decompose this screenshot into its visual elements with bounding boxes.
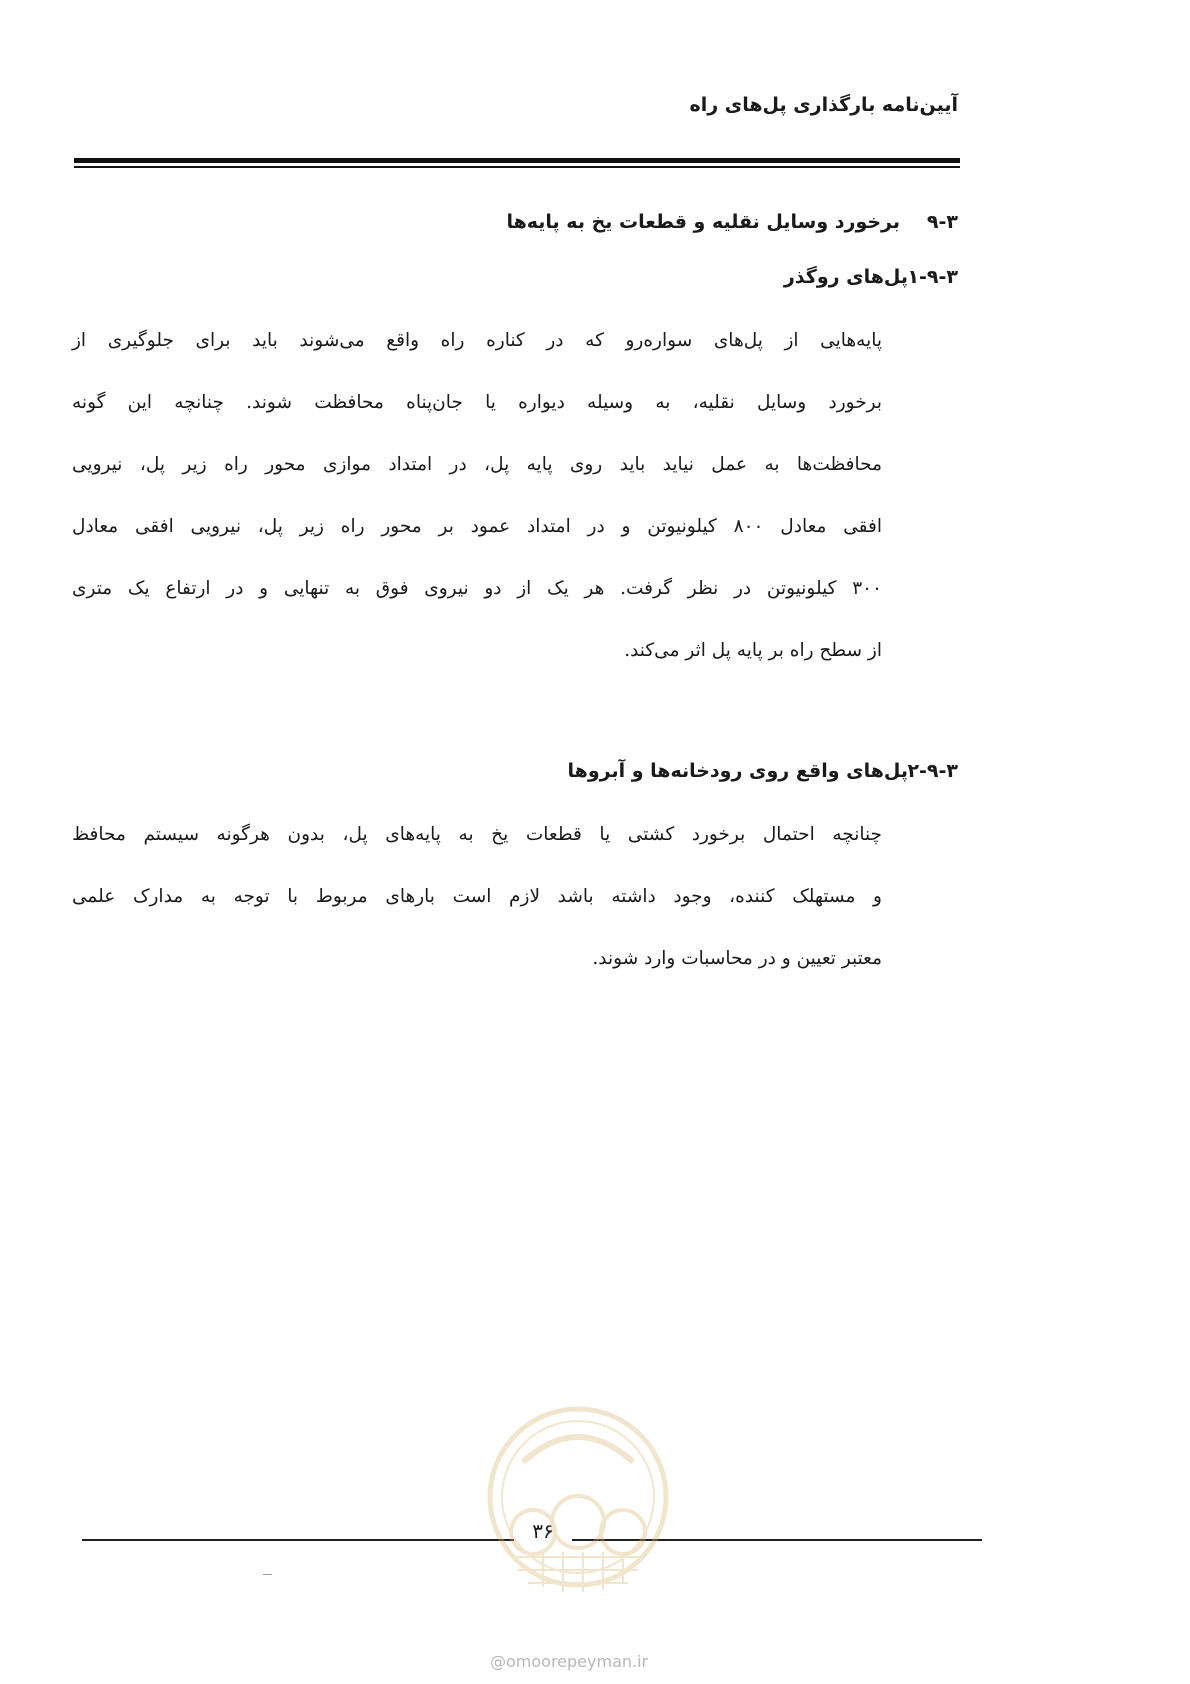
section-number: ۹-۳ <box>926 211 958 233</box>
paragraph-line: معتبر تعیین و در محاسبات وارد شوند. <box>592 948 882 969</box>
header-rule-thin <box>74 166 960 168</box>
paragraph-line: برخورد وسایل نقلیه، به وسیله دیواره یا جان‌پناه محافظت شوند. چنانچه این گونه <box>72 392 882 413</box>
subsection-heading-2 <box>568 760 958 782</box>
paragraph-line: پایه‌هایی از پل‌های سواره‌رو که در کناره راه واقع می‌شوند باید برای جلوگیری از <box>72 330 882 351</box>
scan-mark <box>263 1574 272 1575</box>
section-heading <box>506 211 958 233</box>
subsection-number-1: ۱-۹-۳ <box>907 266 958 288</box>
subsection-title-2: پل‌های واقع روی رودخانه‌ها و آبروها <box>567 760 908 782</box>
header-rule <box>74 158 960 163</box>
subsection-number-2: ۲-۹-۳ <box>907 760 958 782</box>
paragraph-line: افقی معادل ۸۰۰ کیلونیوتن و در امتداد عمود بر محور راه زیر پل، نیرویی افقی معادل <box>72 516 882 537</box>
subsection-1-paragraph <box>72 310 882 682</box>
watermark-url: @omoorepeyman.ir <box>490 1652 649 1671</box>
paragraph-line: محافظت‌ها به عمل نیاید باید روی پایه پل، در امتداد موازی محور راه زیر پل، نیرویی <box>72 454 882 475</box>
running-header-title: آیین‌نامه بارگذاری پل‌های راه <box>689 94 958 116</box>
paragraph-line: چنانچه احتمال برخورد کشتی یا قطعات یخ به پایه‌های پل، بدون هرگونه سیستم محافظ <box>72 824 882 845</box>
page-number: ۳۶ <box>532 1519 554 1543</box>
subsection-heading-1 <box>784 266 958 288</box>
paragraph-line: ۳۰۰ کیلونیوتن در نظر گرفت. هر یک از دو نیروی فوق به تنهایی و در ارتفاع یک متری <box>72 578 882 599</box>
watermark-logo-icon <box>483 1392 673 1632</box>
subsection-2-paragraph <box>72 804 882 990</box>
footer-rule-left <box>82 1539 514 1541</box>
paragraph-line: از سطح راه بر پایه پل اثر می‌کند. <box>624 640 882 661</box>
paragraph-line: و مستهلک کننده، وجود داشته باشد لازم است بارهای مربوط با توجه به مدارک علمی <box>72 886 882 907</box>
section-title: برخورد وسایل نقلیه و قطعات یخ به پایه‌ها <box>506 211 900 233</box>
subsection-title-1: پل‌های روگذر <box>783 266 908 288</box>
